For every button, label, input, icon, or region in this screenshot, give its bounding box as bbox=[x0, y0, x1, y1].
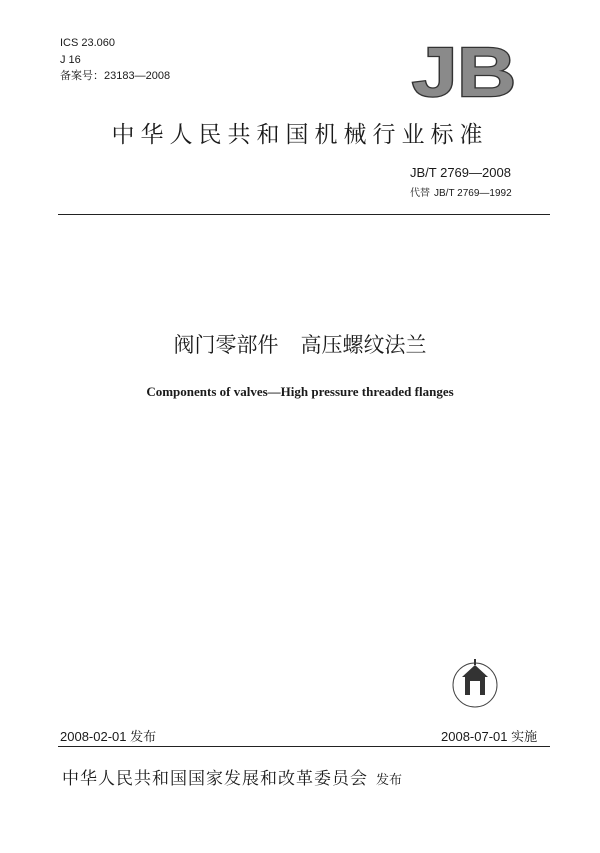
category-code: J 16 bbox=[60, 54, 81, 66]
standard-number: JB/T 2769—2008 bbox=[410, 165, 511, 180]
publisher-seal-icon bbox=[450, 655, 500, 715]
issue-date: 2008-02-01 发布 bbox=[60, 729, 157, 744]
document-title-cn bbox=[0, 329, 600, 359]
document-title-en: Components of valves—High pressure threaded flanges bbox=[146, 384, 454, 399]
implementation-date: 2008-07-01 实施 bbox=[441, 729, 538, 744]
bottom-divider bbox=[58, 746, 550, 747]
document-title-cn-part2: 高压螺纹法兰 bbox=[300, 333, 427, 357]
standard-title: 中华人民共和国机械行业标准 bbox=[111, 122, 489, 148]
jb-logo-icon bbox=[408, 40, 520, 102]
replaces-number: JB/T 2769—1992 bbox=[434, 188, 512, 199]
document-title-cn-part1: 阀门零部件 bbox=[173, 333, 279, 357]
record-number: 备案号：23183—2008 bbox=[60, 70, 171, 82]
ics-code: ICS 23.060 bbox=[60, 37, 116, 49]
issuer-name: 中华人民共和国国家发展和改革委员会 bbox=[62, 769, 368, 789]
jb-logo-text: JB bbox=[412, 40, 516, 102]
top-divider bbox=[58, 214, 550, 215]
replaces-label: 代替 bbox=[410, 188, 430, 199]
issuer-suffix: 发布 bbox=[376, 773, 403, 788]
issuer-line bbox=[62, 764, 402, 789]
replaces-line bbox=[410, 184, 512, 199]
